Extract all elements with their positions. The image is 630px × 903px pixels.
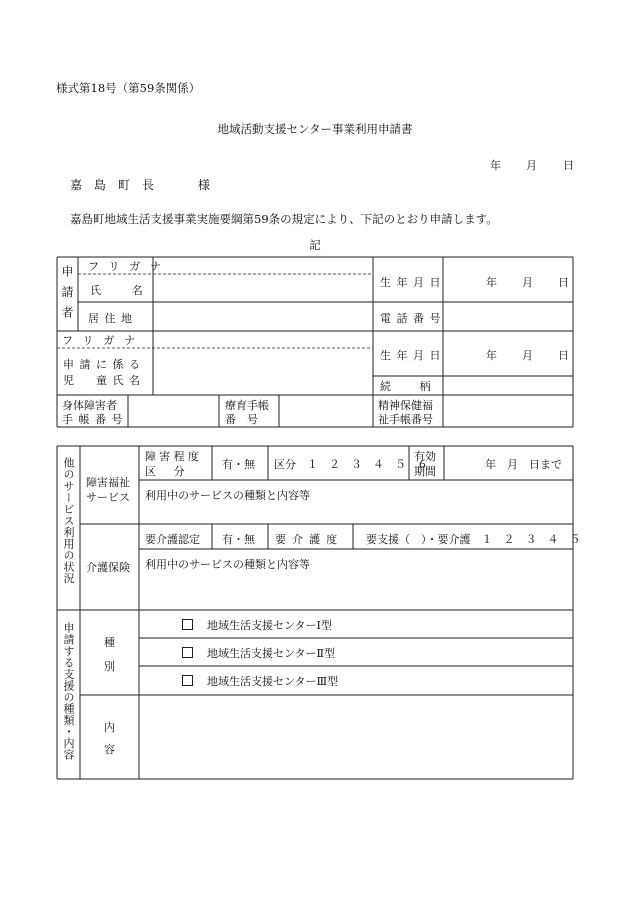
option-type-2-label: 地域生活支援センターⅡ型 <box>207 647 336 660</box>
care-yes-no: 有・無 <box>222 533 255 546</box>
valid-period-label-line1: 有効 <box>414 450 436 463</box>
checkbox-icon[interactable] <box>182 619 193 630</box>
option-type-3[interactable] <box>182 673 338 689</box>
name-label: 氏 名 <box>90 284 153 297</box>
ryoiku-card-label-line2: 番 号 <box>225 413 258 426</box>
addressee: 嘉 島 町 長 <box>70 178 155 192</box>
care-insurance-label: 介護保険 <box>86 561 130 574</box>
applicant-label: 申請者 <box>60 265 74 327</box>
date-day: 日 <box>563 159 574 172</box>
disability-yes-no: 有・無 <box>222 458 255 471</box>
date-month: 月 <box>526 159 537 172</box>
type-label-2: 別 <box>104 660 115 673</box>
ryoiku-card-label-line1: 療育手帳 <box>225 399 269 412</box>
child-birth-month: 月 <box>522 349 533 362</box>
care-services-in-use: 利用中のサービスの種類と内容等 <box>145 558 310 571</box>
welfare-label-line1: 障害福祉 <box>86 476 130 489</box>
option-type-2[interactable] <box>182 645 335 661</box>
mental-card-label-line2: 祉手帳番号 <box>378 413 433 426</box>
other-services-label: 他のサービス利用の状況 <box>62 457 75 585</box>
date-year: 年 <box>490 159 501 172</box>
ki-mark: 記 <box>309 238 321 252</box>
birthdate-label: 生年月日 <box>380 276 446 289</box>
disability-level-label-line1: 障害程度 <box>145 450 203 463</box>
disability-level-label-line2: 区 分 <box>145 465 188 478</box>
child-birthdate-label: 生年月日 <box>380 349 446 362</box>
option-type-1[interactable] <box>182 617 332 633</box>
disability-category: 区分 １ ２ ３ ４ ５ ６ <box>274 458 428 471</box>
option-type-1-label: 地域生活支援センターⅠ型 <box>207 619 332 632</box>
type-label-1: 種 <box>104 636 115 649</box>
phone-label: 電話番号 <box>380 312 446 325</box>
child-birth-day: 日 <box>558 349 569 362</box>
child-furigana-label: フリガナ <box>62 334 146 347</box>
care-level-values: 要支援（ ）・要介護 １ ２ ３ ４ ５ <box>366 533 581 546</box>
valid-period-label-line2: 期間 <box>414 465 436 478</box>
address-label: 居住地 <box>88 312 138 325</box>
checkbox-icon[interactable] <box>182 675 193 686</box>
checkbox-icon[interactable] <box>182 647 193 658</box>
birth-year: 年 <box>486 276 497 289</box>
addressee-suffix: 様 <box>198 178 211 192</box>
valid-until: 年 月 日まで <box>485 458 562 471</box>
document-title: 地域活動支援センター事業利用申請書 <box>217 122 413 136</box>
welfare-services-in-use: 利用中のサービスの種類と内容等 <box>145 489 310 502</box>
child-birth-year: 年 <box>486 349 497 362</box>
content-label-2: 容 <box>104 743 115 756</box>
birth-day: 日 <box>558 276 569 289</box>
option-type-3-label: 地域生活支援センターⅢ型 <box>207 675 339 688</box>
welfare-label-line2: サービス <box>86 491 130 504</box>
relationship-label: 続柄 <box>380 380 460 393</box>
support-request-label: 申請する支援の種類・内容 <box>62 622 75 761</box>
child-name-label-line1: 申請に係る <box>63 358 146 371</box>
child-name-label-line2: 児 童氏名 <box>63 374 146 387</box>
physical-card-label-line2: 手帳番号 <box>62 413 128 426</box>
birth-month: 月 <box>522 276 533 289</box>
form-number: 様式第18号（第59条関係） <box>56 81 201 95</box>
physical-card-label-line1: 身体障害者 <box>62 399 117 412</box>
furigana-label: フリガナ <box>88 260 172 273</box>
application-statement: 嘉島町地域生活支援事業実施要綱第59条の規定により、下記のとおり申請します。 <box>70 212 498 226</box>
content-label-1: 内 <box>104 721 115 734</box>
care-certification-label: 要介護認定 <box>145 533 200 546</box>
mental-card-label-line1: 精神保健福 <box>378 399 433 412</box>
care-level-label: 要介護度 <box>275 533 344 546</box>
